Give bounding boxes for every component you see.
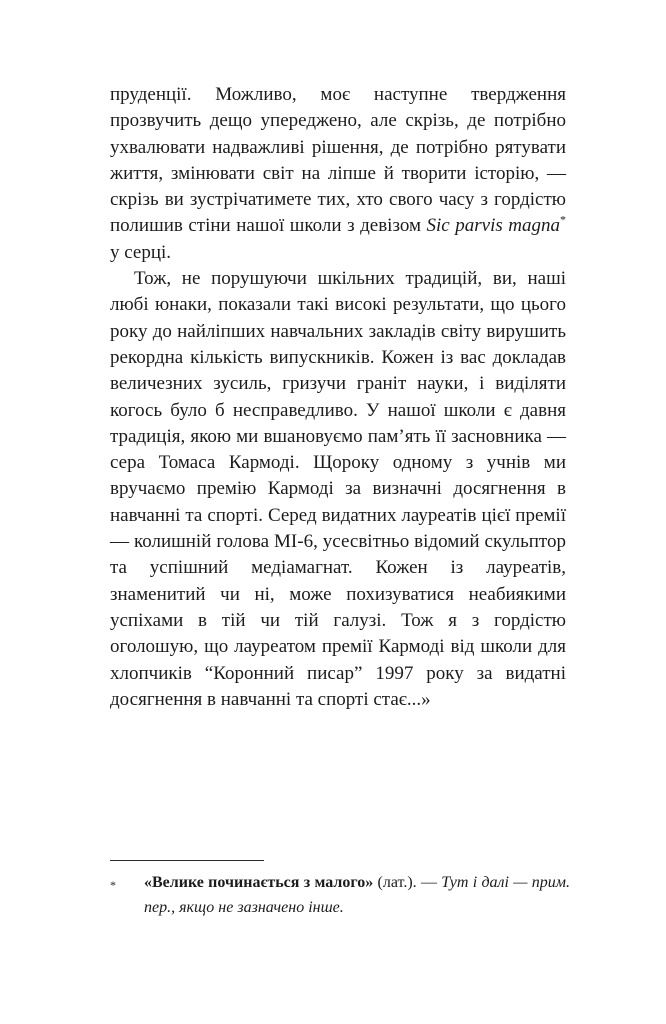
paragraph-1-lead: пруденції. Можливо, моє наступне твердження прозвучить дещо упереджено, але скрізь, де потрібно ухвалювати надважливі рішення, де потрібно рятувати життя, змінювати світ на ліпше й творити історію, — скрізь ви зустрічатимете тих, хто свого часу з гордістю полишив стіни нашої школи з девізом xyxy=(110,84,566,237)
paragraph-1 xyxy=(110,82,566,266)
footnote-translator-note: Тут і далі — прим. пер., якщо не зазначено інше. xyxy=(144,874,570,916)
paragraph-2: Тож, не порушуючи шкільних традицій, ви, наші любі юнаки, показали такі високі результати, що цього року до найліпших навчальних закладів світу вирушить рекордна кількість випускників. Кожен із вас докладав величезних зусиль, гризучи граніт науки, і виділяти когось було б несправедливо. У нашої школи є давня традиція, якою ми вшановуємо памʼять її засновника — сера Томаса Кармоді. Щороку одному з учнів ми вручаємо премію Кармоді за визначні досягнення в навчанні та спорті. Серед видатних лауреатів цієї премії — колишній голова МІ-6, усесвітньо відомий скульптор та успішний медіамагнат. Кожен із лауреатів, знаменитий чи ні, може похизуватися неабиякими успіхами в тій чи тій галузі. Тож я з гордістю оголошую, що лауреатом премії Кармоді від школи для хлопчиків “Коронний писар” 1997 року за видатні досягнення в навчанні та спорті стає...» xyxy=(110,268,566,710)
footnote-quote-bold: «Велике починається з малого» xyxy=(144,874,374,891)
page-text-block xyxy=(110,82,566,713)
footnote-block xyxy=(110,860,570,920)
footnote-separator-line xyxy=(110,860,264,861)
latin-motto: Sic parvis magna xyxy=(426,215,561,237)
footnote-marker: * xyxy=(110,878,116,892)
footnote-marker-ref: * xyxy=(560,213,567,228)
footnote-text xyxy=(144,871,570,920)
paragraph-1-tail: у серці. xyxy=(110,241,172,263)
footnote-mid-text: (лат.). — xyxy=(373,874,442,891)
footnote-body xyxy=(110,871,570,920)
